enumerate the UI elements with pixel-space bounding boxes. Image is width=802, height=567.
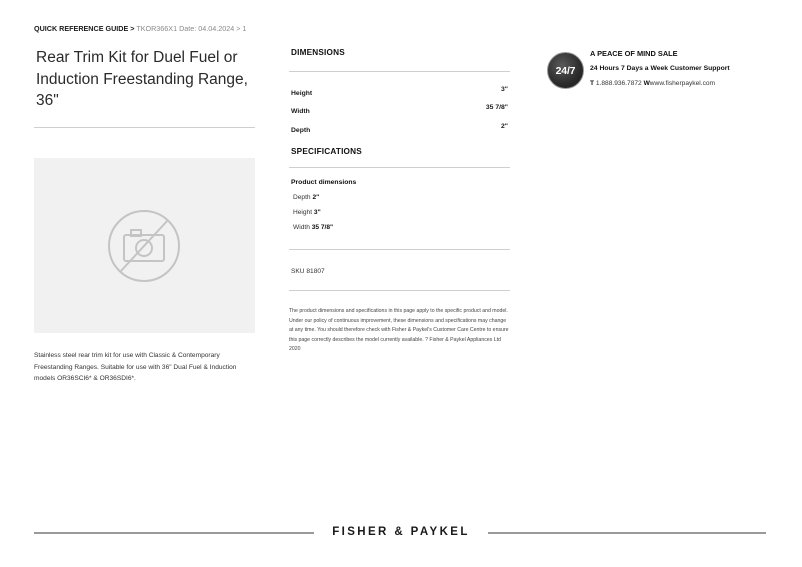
spec-value: 2": [312, 194, 320, 201]
support-24-7-badge: [547, 52, 584, 89]
dimensions-divider: [289, 71, 510, 72]
dimension-label: Width: [291, 108, 310, 115]
dimension-value: 2": [500, 123, 508, 130]
fisher-paykel-logo: FISHER & PAYKEL: [332, 526, 470, 538]
contact-details: [590, 80, 715, 87]
sku-code: SKU 81807: [291, 268, 325, 275]
specifications-divider: [289, 167, 510, 168]
badge-text: 24/7: [555, 64, 576, 77]
spec-value: 35 7/8": [311, 224, 334, 231]
breadcrumb-details: TKOR366X1 Date: 04.04.2024 > 1: [136, 24, 247, 33]
spec-label: Height: [293, 209, 313, 216]
spec-label: Width: [293, 224, 310, 231]
spec-line-depth: [293, 194, 319, 201]
spec-line-width: [293, 224, 333, 231]
no-image-camera-icon: [106, 208, 182, 284]
support-hours: 24 Hours 7 Days a Week Customer Support: [590, 65, 730, 72]
web-label: W: [643, 80, 650, 87]
product-image-placeholder: [34, 158, 255, 333]
dimension-value: 3": [500, 86, 508, 93]
product-dimensions-heading: Product dimensions: [291, 179, 357, 186]
dimension-label: Depth: [291, 127, 311, 134]
breadcrumb-guide: QUICK REFERENCE GUIDE >: [34, 24, 135, 33]
phone-label: T: [590, 80, 595, 87]
disclaimer-text: The product dimensions and specifications in this page apply to the specific product and model. Under our policy of continuous improvement, these dimensions and specifications may change at any time. You should therefore check with Fisher & Paykel's Customer Care Centre to ensure this page correctly describes the model currently available. ? Fisher & Paykel Appliances Ltd 2020: [289, 308, 509, 353]
peace-of-mind-title: A PEACE OF MIND SALE: [590, 49, 678, 58]
specifications-heading: SPECIFICATIONS: [291, 147, 362, 156]
product-description: Stainless steel rear trim kit for use with Classic & Contemporary Freestanding Ranges. Suitable for use with 36" Dual Fuel & Induction models OR36SCI6* & OR36SDI6*.: [34, 352, 237, 383]
dimension-label: Height: [291, 90, 313, 97]
spec-value: 3": [313, 209, 321, 216]
dimension-value: 35 7/8": [485, 104, 508, 111]
dimensions-heading: DIMENSIONS: [291, 48, 345, 57]
footer-line-right: [488, 532, 766, 534]
phone-number[interactable]: 1.888.936.7872: [595, 80, 642, 87]
product-title: Rear Trim Kit for Duel Fuel or Induction Freestanding Range, 36": [36, 49, 248, 109]
footer-line-left: [34, 532, 314, 534]
website-link[interactable]: www.fisherpaykel.com: [649, 80, 716, 87]
sku-divider-top: [289, 249, 510, 250]
breadcrumb: [34, 24, 246, 33]
sku-divider-bottom: [289, 290, 510, 291]
spec-label: Depth: [293, 194, 311, 201]
spec-line-height: [293, 209, 321, 216]
title-divider: [34, 127, 255, 128]
